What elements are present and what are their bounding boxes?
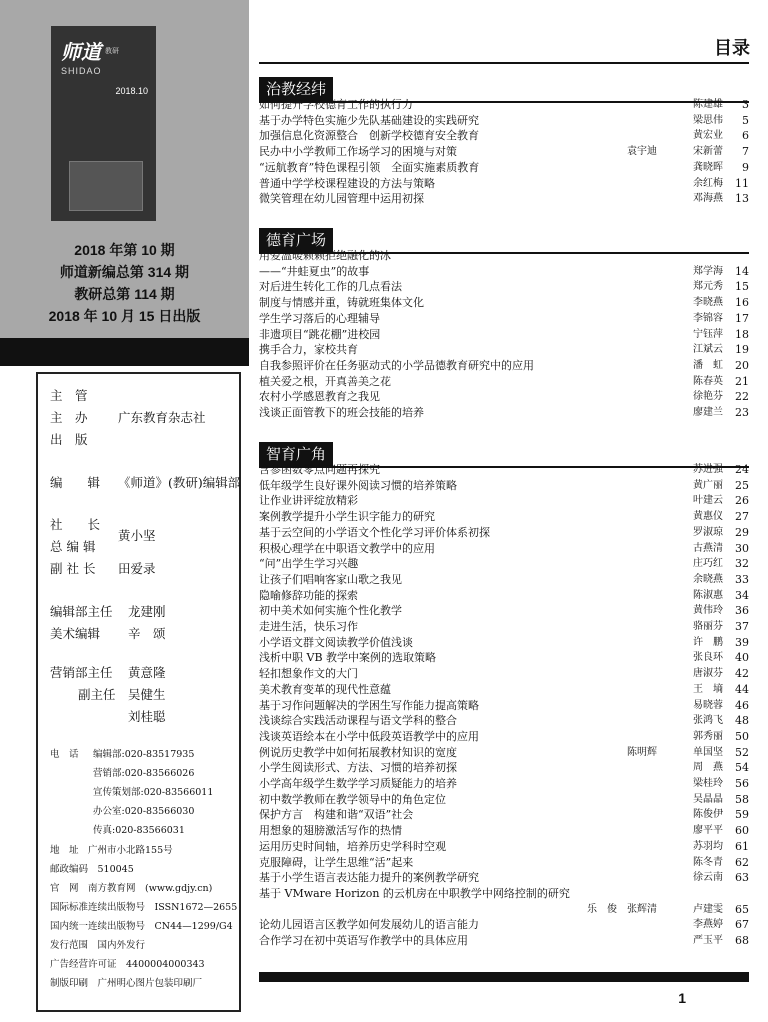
toc-entry-author: 黄广丽 (693, 479, 723, 491)
toc-entry-title: 合作学习在初中英语写作教学中的具体应用 (259, 934, 468, 947)
contact-phone-office: 办公室:020-83566030 (93, 806, 195, 817)
toc-entry (259, 572, 749, 588)
toc-entry-author: 廖平平 (693, 825, 723, 837)
toc-entry (259, 933, 749, 949)
toc-entry-title: 非遗项目“跳花棚”进校园 (259, 327, 381, 341)
toc-entry (259, 870, 749, 886)
toc-entry-author: 易晓蓉 (693, 699, 723, 711)
toc-entry-page: 23 (735, 406, 749, 419)
issue-line-1: 2018 年第 10 期 (74, 242, 175, 258)
section-title: 治教经纬 (259, 77, 333, 103)
masthead-zongbianji: 总 编 辑 (50, 539, 96, 554)
toc-entry-author: 廖建兰 (693, 407, 723, 418)
masthead-zhuban: 主 办 (50, 410, 88, 425)
toc-entry-title: 如何提升学校德育工作的执行力 (259, 98, 413, 111)
toc-entry-page: 36 (735, 604, 749, 618)
toc-entry-author: 陈俊伊 (693, 809, 723, 821)
toc-entry-page: 61 (735, 839, 749, 853)
toc-entry-page: 54 (735, 761, 749, 775)
issue-line-2: 师道新编总第 314 期 (59, 264, 190, 280)
toc-entry-title: 用想象的翅膀激活写作的热情 (259, 824, 402, 838)
toc-entry-author: 邓海燕 (693, 193, 723, 205)
issue-line-4: 2018 年 10 月 15 日出版 (48, 308, 201, 324)
toc-entry-coauthor: 袁宇迪 (627, 146, 657, 158)
toc-entry-page: 32 (735, 557, 749, 571)
toc-entry-author: 苏进强 (693, 464, 723, 475)
masthead-deputy-director: 副主任 (78, 687, 116, 702)
masthead-fushezhang: 副 社 长 (50, 561, 96, 576)
toc-entry (259, 807, 749, 823)
toc-entry (259, 264, 749, 280)
toc-entry-title: 用爱温暖颗颗拒绝融化的冰 (259, 249, 391, 262)
toc-entry-title: 初中美术如何实施个性化教学 (259, 604, 402, 618)
masthead-deputy-director-value-2: 刘桂聪 (128, 709, 166, 724)
masthead-marketing-director-value: 黄意隆 (128, 665, 166, 680)
page-number: 1 (678, 990, 686, 1006)
masthead-art-editor: 美术编辑 (50, 626, 101, 641)
toc-entry (259, 493, 749, 509)
toc-entry-page: 7 (742, 145, 749, 159)
toc-entry (259, 113, 749, 129)
toc-entry-page: 24 (735, 463, 749, 476)
toc-entry-page: 59 (735, 808, 749, 822)
contact-phone-marketing: 营销部:020-83566026 (93, 768, 195, 779)
contact-cn: 国内统一连续出版物号 CN44—1299/G4 (50, 921, 233, 932)
toc-entry-author: 唐淑芬 (693, 668, 723, 680)
toc-entry-title: 浅析中职 VB 教学中案例的选取策略 (259, 651, 437, 665)
toc-entry-author: 宁钰萍 (693, 328, 723, 340)
toc-entry-page: 16 (735, 296, 749, 310)
toc-entry-coauthor: 陈明辉 (627, 746, 657, 758)
toc-entry-author: 李燕婷 (693, 919, 723, 931)
toc-entry (259, 160, 749, 176)
toc-entry-title: ——“井蛙夏虫”的故事 (259, 264, 370, 278)
masthead-art-editor-value: 辛 颂 (128, 626, 166, 641)
section-title: 德育广场 (259, 228, 333, 254)
toc-entry-author: 余晓燕 (693, 573, 723, 585)
toc-entry (259, 248, 749, 264)
toc-entry-page: 44 (735, 682, 749, 696)
toc-entry-title: 基于习作问题解决的学困生写作能力提高策略 (259, 698, 479, 712)
toc-entry-page: 52 (735, 745, 749, 759)
toc-entry-author: 黄宏业 (693, 130, 723, 142)
toc-entry-author: 梁桂玲 (693, 778, 723, 789)
masthead-editor-director: 编辑部主任 (50, 604, 113, 619)
masthead-shezhang: 社 长 (50, 517, 101, 532)
masthead-editor-director-value: 龙建刚 (128, 604, 166, 619)
toc-entry-author: 吴晶晶 (693, 793, 723, 805)
toc-entry-page: 6 (742, 129, 749, 143)
toc-entry-author: 罗淑琼 (693, 526, 723, 538)
toc-entry-title: 论幼儿园语言区教学如何发展幼儿的语言能力 (259, 918, 479, 932)
toc-entry-title: 自我参照评价在任务驱动式的小学品德教育研究中的应用 (259, 358, 534, 372)
toc-entry-title: 学生学习落后的心理辅导 (259, 311, 380, 325)
toc-entry-page: 58 (735, 792, 749, 806)
contact-website: 官 网 南方教育网 (www.gdjy.cn) (50, 883, 213, 894)
sidebar-dark-band (0, 338, 249, 366)
toc-entry-author: 李晓燕 (693, 297, 723, 309)
toc-entry (259, 374, 749, 390)
masthead-deputy-director-value-1: 吴健生 (128, 687, 166, 702)
toc-entry-page: 5 (742, 113, 749, 127)
toc-entry (259, 556, 749, 572)
toc-entry-page: 56 (735, 777, 749, 790)
toc-entry-page: 15 (735, 280, 749, 294)
toc-entry (259, 886, 749, 902)
toc-entry-page: 68 (735, 934, 749, 947)
toc-entry-title: “远航教育”特色课程引领 全面实施素质教育 (259, 160, 480, 174)
toc-entry-title: 运用历史时间轴，培养历史学科时空观 (259, 839, 446, 853)
toc-entry-author: 王 墒 (693, 683, 723, 695)
toc-entry-page: 25 (735, 478, 749, 492)
toc-entry (259, 478, 749, 494)
cover-subtitle: 教研 (105, 47, 119, 55)
toc-entry-author: 潘 虹 (693, 359, 723, 371)
toc-entry (259, 176, 749, 192)
toc-entry-author: 陈春英 (693, 375, 723, 387)
toc-entry-title: 基于小学生语言表达能力提升的案例教学研究 (259, 871, 479, 885)
masthead-zhuban-value: 广东教育杂志社 (118, 410, 206, 425)
toc-entry (259, 588, 749, 604)
cover-image (69, 161, 143, 211)
toc-entry-title: 基于云空间的小学语文个性化学习评价体系初探 (259, 525, 490, 539)
toc-entry-title: 制度与情感并重，铸就班集体文化 (259, 296, 424, 310)
contact-fax: 传真:020-83566031 (93, 825, 185, 836)
toc-entry-page: 50 (735, 729, 749, 743)
toc-entry (259, 635, 749, 651)
toc-entry (259, 191, 749, 207)
table-of-contents (249, 0, 768, 1022)
toc-entry-author: 余红梅 (693, 177, 723, 189)
toc-entry (259, 729, 749, 745)
cover-year: 2018.10 (115, 86, 148, 96)
toc-entry-title: 案例教学提升小学生识字能力的研究 (259, 510, 435, 524)
toc-entry (259, 713, 749, 729)
toc-entry-page: 3 (742, 98, 749, 111)
toc-entry (259, 358, 749, 374)
toc-entry-title: 隐喻修辞功能的探索 (259, 588, 358, 602)
toc-entry (259, 839, 749, 855)
toc-entry-title: 保护方言 构建和谐“双语”社会 (259, 808, 414, 822)
masthead-zhuguan: 主 管 (50, 388, 88, 403)
toc-entry (259, 541, 749, 557)
toc-entry-title: 基于 VMware Horizon 的云机房在中职教学中网络控制的研究 (259, 886, 570, 900)
toc-entry-page: 39 (735, 635, 749, 649)
footer-bar (259, 972, 749, 982)
toc-entry (259, 760, 749, 776)
toc-entry-author: 卢建雯 (693, 903, 723, 915)
toc-entry-author: 陈冬青 (693, 856, 723, 868)
sidebar (0, 0, 249, 1022)
toc-entry-page: 27 (735, 510, 749, 524)
toc-entry-author: 严玉平 (693, 935, 723, 946)
toc-entry-author: 古燕清 (693, 542, 723, 554)
toc-entry-page: 19 (735, 343, 749, 357)
toc-entry-author: 江斌云 (693, 344, 723, 356)
toc-entry-title: 小学高年级学生数学学习质疑能力的培养 (259, 777, 457, 790)
toc-entry (259, 698, 749, 714)
toc-entry-author: 徐云南 (693, 872, 723, 884)
toc-entry-title: 走进生活，快乐习作 (259, 620, 358, 633)
toc-entry (259, 855, 749, 871)
toc-entry-author: 黄伟玲 (693, 605, 723, 617)
toc-heading: 目录 (714, 38, 750, 58)
toc-entry-title: “问”出学生学习兴趣 (259, 557, 359, 571)
toc-entry-title: 对后进生转化工作的几点看法 (259, 280, 402, 294)
toc-entry-title: 积极心理学在中职语文教学中的应用 (259, 541, 435, 555)
toc-entry-author: 骆丽芬 (693, 621, 723, 632)
toc-entry-page: 67 (735, 918, 749, 932)
toc-entry-page: 37 (735, 620, 749, 633)
toc-entry-title: 让作业讲评绽放精彩 (259, 494, 358, 508)
contact-ad-license: 广告经营许可证 4400004000343 (50, 959, 205, 970)
toc-entry-title: 加强信息化资源整合 创新学校德育安全教育 (259, 129, 479, 143)
toc-entry-title: 微笑管理在幼儿园管理中运用初探 (259, 192, 424, 206)
toc-section-2 (259, 228, 749, 419)
toc-entry-title: 克服障碍，让学生思维“活”起来 (259, 855, 414, 869)
toc-entry (259, 792, 749, 808)
toc-entry-author: 陈淑惠 (693, 589, 723, 601)
cover-thumbnail (51, 26, 156, 221)
toc-entry-page: 18 (735, 327, 749, 341)
toc-entry-title: 小学生阅读形式、方法、习惯的培养初探 (259, 761, 457, 775)
toc-entry (259, 525, 749, 541)
toc-entry-page: 11 (735, 176, 749, 190)
toc-entry-title: 小学语文群文阅读教学价值浅谈 (259, 635, 413, 649)
toc-entry-page: 20 (735, 358, 749, 372)
section-title: 智育广角 (259, 442, 333, 468)
toc-entry-title: 低年级学生良好课外阅读习惯的培养策略 (259, 478, 457, 492)
contact-phone-editorial: 编辑部:020-83517935 (93, 749, 195, 760)
toc-entry (259, 128, 749, 144)
toc-entry-author: 叶建云 (693, 495, 723, 507)
toc-entry (259, 389, 749, 405)
toc-entry (259, 97, 749, 113)
toc-entry-title: 农村小学感恩教育之我见 (259, 390, 380, 404)
contact-zip: 邮政编码 510045 (50, 864, 134, 875)
toc-entry-author: 庄巧红 (693, 558, 723, 570)
toc-entry (259, 509, 749, 525)
toc-entry-page: 33 (735, 572, 749, 586)
toc-entry-title: 轻扣想象作文的大门 (259, 667, 358, 681)
toc-entry-author: 郑元秀 (693, 281, 723, 293)
toc-entry-page: 40 (735, 651, 749, 665)
toc-entry-author: 宋新蕾 (693, 146, 723, 158)
toc-entry-title: 浅谈英语绘本在小学中低段英语教学中的应用 (259, 729, 479, 743)
toc-entry-page: 9 (742, 160, 749, 174)
cover-pinyin: SHIDAO (61, 66, 102, 76)
toc-entry-author: 龚晓晖 (693, 161, 723, 173)
toc-entry (259, 327, 749, 343)
cover-title: 师道 (61, 40, 101, 64)
toc-entry-author: 梁思伟 (693, 114, 723, 126)
contact-phone-planning: 宣传策划部:020-83566011 (93, 787, 214, 798)
toc-entry (259, 619, 749, 635)
toc-entry-author: 周 燕 (693, 762, 723, 774)
masthead-bianji-value: 《师道》(教研)编辑部 (118, 475, 241, 490)
toc-entry-title: 美术教育变革的现代性意蕴 (259, 682, 391, 696)
toc-entry-author: 李锦容 (693, 312, 723, 324)
toc-entry-page: 34 (735, 588, 749, 602)
toc-entry-author: 张鸿飞 (693, 715, 723, 727)
toc-entry-page: 17 (735, 311, 749, 325)
toc-entry (259, 603, 749, 619)
toc-entry (259, 902, 749, 918)
toc-entry-author: 徐艳芬 (693, 391, 723, 403)
toc-entry-author: 苏羽均 (693, 840, 723, 852)
toc-entry-title: 民办中小学教师工作场学习的困境与对策 (259, 145, 457, 159)
toc-entry (259, 682, 749, 698)
toc-entry-author: 单国坚 (693, 746, 723, 758)
toc-entry-page: 22 (735, 390, 749, 404)
toc-entry-title: 浅谈正面管教下的班会技能的培养 (259, 406, 424, 419)
toc-entry-page: 14 (735, 264, 749, 278)
toc-entry-author: 许 鹏 (693, 636, 723, 648)
toc-entry-title: 植关爱之根，开真善美之花 (259, 374, 391, 388)
toc-entry-author: 郑学海 (693, 265, 723, 277)
toc-entry-title: 携手合力，家校共育 (259, 343, 358, 357)
toc-entry (259, 295, 749, 311)
toc-entry-author: 张良环 (693, 652, 723, 664)
toc-entry-title: 基于办学特色实施少先队基础建设的实践研究 (259, 113, 479, 127)
toc-entry-page: 65 (735, 902, 749, 916)
toc-entry-page: 29 (735, 525, 749, 539)
toc-entry (259, 823, 749, 839)
contact-printer: 制版印刷 广州明心图片包装印刷厂 (50, 978, 203, 989)
toc-entry-author: 陈建雄 (693, 99, 723, 110)
toc-entry-title: 例说历史教学中如何拓展教材知识的宽度 (259, 745, 457, 759)
toc-entry-page: 60 (735, 824, 749, 838)
toc-entry-page: 21 (735, 374, 749, 388)
toc-entry (259, 666, 749, 682)
toc-entry (259, 745, 749, 761)
toc-entry-author: 郭秀丽 (693, 730, 723, 742)
toc-entry (259, 462, 749, 478)
contact-issn: 国际标准连续出版物号 ISSN1672—2655 (50, 902, 238, 913)
contact-distribution: 发行范围 国内外发行 (50, 940, 146, 951)
contact-address: 地 址 广州市小北路155号 (50, 845, 173, 856)
masthead-fushezhang-value: 田爱录 (118, 561, 156, 576)
toc-entry-coauthor: 乐 俊 张辉清 (587, 903, 657, 915)
toc-section-1 (259, 77, 749, 206)
toc-entry-page: 42 (735, 667, 749, 681)
masthead-bianji: 编 辑 (50, 475, 101, 490)
masthead-marketing-director: 营销部主任 (50, 665, 113, 680)
toc-entry-page: 48 (735, 714, 749, 728)
toc-entry-page: 62 (735, 855, 749, 869)
toc-entry-title: 含参函数零点问题再探究 (259, 463, 380, 476)
toc-entry-page: 13 (735, 192, 749, 206)
toc-entry (259, 776, 749, 792)
toc-entry-author: 黄惠仪 (693, 511, 723, 523)
toc-entry (259, 917, 749, 933)
toc-entry-page: 46 (735, 698, 749, 712)
toc-entry (259, 405, 749, 421)
toc-entry (259, 342, 749, 358)
toc-entry (259, 311, 749, 327)
masthead-shezhang-value: 黄小坚 (118, 528, 156, 543)
toc-entry-title: 初中数学教师在教学领导中的角色定位 (259, 792, 446, 806)
toc-entry (259, 279, 749, 295)
toc-heading-rule (259, 62, 749, 64)
issue-line-3: 教研总第 114 期 (74, 286, 175, 302)
toc-entry-title: 让孩子们唱响客家山歌之我见 (259, 572, 402, 586)
toc-entry-page: 26 (735, 494, 749, 508)
toc-entry-title: 普通中学学校课程建设的方法与策略 (259, 176, 435, 190)
toc-entry-page: 30 (735, 541, 749, 555)
toc-section-3 (259, 442, 749, 947)
toc-entry (259, 144, 749, 160)
toc-entry-page: 63 (735, 871, 749, 885)
contact-phone-label: 电 话 (50, 749, 79, 760)
toc-entry-title: 浅谈综合实践活动课程与语文学科的整合 (259, 714, 457, 728)
masthead-chuban: 出 版 (50, 432, 88, 447)
toc-entry (259, 650, 749, 666)
